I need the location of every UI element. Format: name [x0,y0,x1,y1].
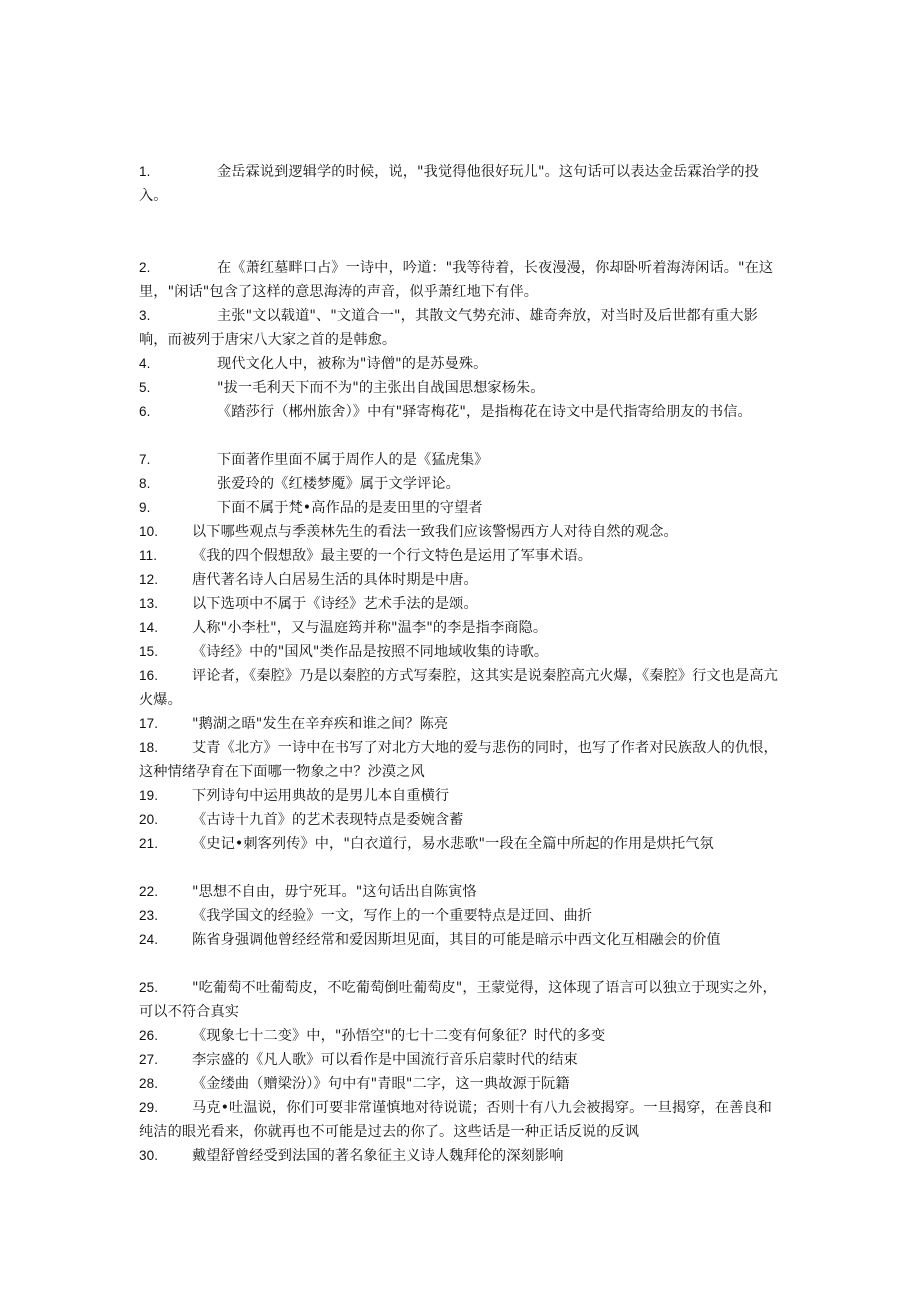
item-number: 7. [139,452,151,467]
item-text: 戴望舒曾经受到法国的著名象征主义诗人魏拜伦的深刻影响 [192,1148,564,1164]
item-text: 唐代著名诗人白居易生活的具体时期是中唐。 [192,572,478,588]
item-text: 人称"小李杜"，又与温庭筠并称"温李"的李是指李商隐。 [192,620,548,636]
item-number: 9. [139,500,151,515]
list-item-18 [139,736,784,784]
item-text: 艾青《北方》一诗中在书写了对北方大地的爱与悲伤的同时，也写了作者对民族敌人的仇恨，这种情绪孕育在下面哪一物象之中？沙漠之风 [139,740,778,780]
item-number: 23. [139,908,159,923]
list-item-27 [139,1048,784,1073]
item-text: 金岳霖说到逻辑学的时候，说，"我觉得他很好玩儿"。这句话可以表达金岳霖治学的投入。 [139,164,759,204]
list-item-7 [139,448,784,473]
list-item-22 [139,880,784,905]
item-number: 22. [139,884,159,899]
item-text: 下列诗句中运用典故的是男儿本自重横行 [192,788,450,804]
list-item-3 [139,304,784,352]
list-item-16 [139,664,784,712]
item-text: 张爱玲的《红楼梦魇》属于文学评论。 [217,476,460,492]
item-number: 14. [139,620,159,635]
item-text: 李宗盛的《凡人歌》可以看作是中国流行音乐启蒙时代的结束 [192,1052,578,1068]
item-text: 在《萧红墓畔口占》一诗中，吟道："我等待着，长夜漫漫，你却卧听着海涛闲话。"在这里，"闲话"包含了这样的意思海涛的声音，似乎萧红地下有伴。 [139,260,774,300]
item-text: 《史记•刺客列传》中，"白衣道行，易水悲歌"一段在全篇中所起的作用是烘托气氛 [192,836,714,852]
item-number: 20. [139,812,159,827]
item-number: 25. [139,980,159,995]
item-text: 陈省身强调他曾经经常和爱因斯坦见面，其目的可能是暗示中西文化互相融会的价值 [192,932,721,948]
item-text: 《我学国文的经验》一文，写作上的一个重要特点是迂回、曲折 [192,908,593,924]
item-text: 下面不属于梵•高作品的是麦田里的守望者 [217,500,483,516]
item-text: "拔一毛利天下而不为"的主张出自战国思想家杨朱。 [217,380,545,396]
list-item-5 [139,376,784,401]
item-text: 以下选项中不属于《诗经》艺术手法的是颂。 [192,596,478,612]
item-text: "思想不自由，毋宁死耳。"这句话出自陈寅恪 [192,884,477,900]
item-number: 11. [139,548,158,563]
item-text: 下面著作里面不属于周作人的是《猛虎集》 [217,452,489,468]
list-item-20 [139,808,784,833]
item-text: 马克•吐温说，你们可要非常谨慎地对待说谎；否则十有八九会被揭穿。一旦揭穿，在善良和纯洁的眼光看来，你就再也不可能是过去的你了。这些话是一种正话反说的反讽 [139,1100,772,1140]
list-item-29 [139,1096,784,1144]
item-number: 21. [139,836,159,851]
item-number: 12. [139,572,159,587]
item-text: 主张"文以载道"、"文道合一"，其散文气势充沛、雄奇奔放，对当时及后世都有重大影响，而被列于唐宋八大家之首的是韩愈。 [139,308,758,348]
item-text: 《金缕曲（赠梁汾）》句中有"青眼"二字，这一典故源于阮籍 [192,1076,570,1092]
list-item-12 [139,568,784,593]
item-text: 《古诗十九首》的艺术表现特点是委婉含蓄 [192,812,464,828]
list-item-17 [139,712,784,737]
item-number: 13. [139,596,159,611]
item-text: 现代文化人中，被称为"诗僧"的是苏曼殊。 [217,356,488,372]
item-number: 3. [139,308,151,323]
list-item-2 [139,256,784,304]
item-text: 《踏莎行（郴州旅舍）》中有"驿寄梅花"，是指梅花在诗文中是代指寄给朋友的书信。 [217,404,752,420]
list-item-26 [139,1024,784,1049]
item-text: 评论者，《秦腔》乃是以秦腔的方式写秦腔，这其实是说秦腔高亢火爆，《秦腔》行文也是高亢火爆。 [139,668,778,708]
item-number: 10. [139,524,159,539]
item-number: 1. [139,164,151,179]
item-number: 4. [139,356,151,371]
list-item-13 [139,592,784,617]
list-item-11 [139,544,784,569]
list-item-4 [139,352,784,377]
item-text: 以下哪些观点与季羡林先生的看法一致我们应该警惕西方人对待自然的观念。 [192,524,678,540]
list-item-19 [139,784,784,809]
item-number: 28. [139,1076,159,1091]
item-number: 29. [139,1100,159,1115]
list-item-25 [139,976,784,1024]
item-number: 18. [139,740,159,755]
list-item-1 [139,160,784,208]
list-item-14 [139,616,784,641]
list-item-8 [139,472,784,497]
item-number: 2. [139,260,151,275]
item-text: "鹅湖之晤"发生在辛弃疾和谁之间？陈亮 [192,716,449,732]
item-number: 5. [139,380,151,395]
list-item-6 [139,400,784,425]
list-item-21 [139,832,784,857]
item-number: 16. [139,668,159,683]
item-number: 15. [139,644,159,659]
list-item-15 [139,640,784,665]
item-number: 24. [139,932,159,947]
list-item-10 [139,520,784,545]
item-number: 8. [139,476,151,491]
item-number: 30. [139,1148,159,1163]
item-number: 6. [139,404,151,419]
item-text: 《我的四个假想敌》最主要的一个行文特色是运用了军事术语。 [192,548,593,564]
list-item-23 [139,904,784,929]
item-number: 27. [139,1052,159,1067]
item-number: 26. [139,1028,159,1043]
list-item-30 [139,1144,784,1169]
list-item-24 [139,928,784,953]
list-item-9 [139,496,784,521]
list-item-28 [139,1072,784,1097]
item-number: 19. [139,788,159,803]
item-text: "吃葡萄不吐葡萄皮，不吃葡萄倒吐葡萄皮"，王蒙觉得，这体现了语言可以独立于现实之外，可以不符合真实 [139,980,777,1020]
item-text: 《诗经》中的"国风"类作品是按照不同地域收集的诗歌。 [192,644,549,660]
item-number: 17. [139,716,159,731]
item-text: 《现象七十二变》中，"孙悟空"的七十二变有何象征？时代的多变 [192,1028,606,1044]
